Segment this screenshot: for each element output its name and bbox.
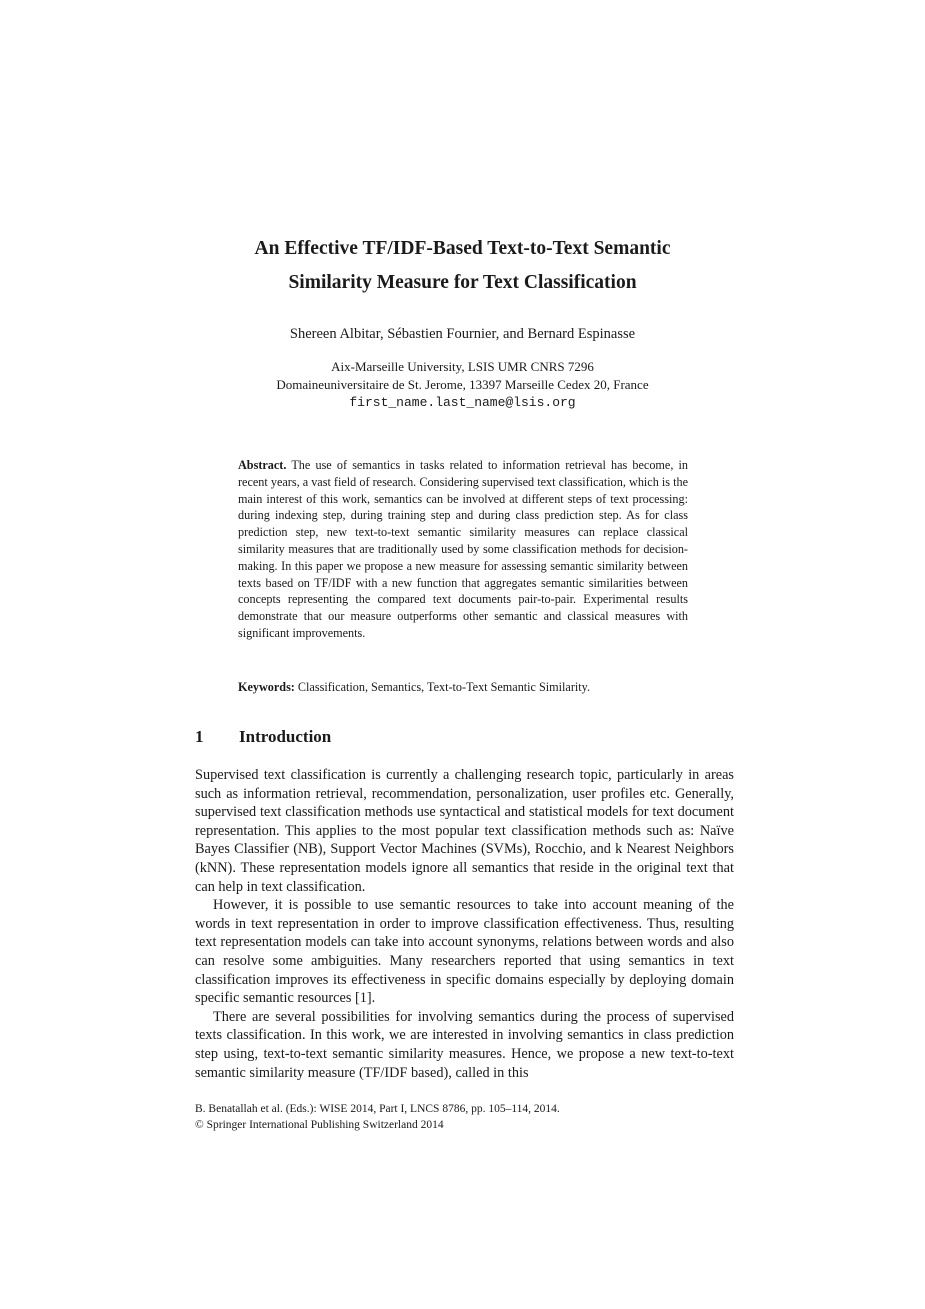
author-email: first_name.last_name@lsis.org (349, 395, 576, 410)
keywords (238, 679, 688, 696)
paragraph: However, it is possible to use semantic resources to take into account meaning of the words in text representation in order to improve classification effectiveness. Thus, resulting text representation models can take into account synonyms, relations between words and also can resolve some ambiguities. Many researchers reported that using semantics in text classification improves its effectiveness in specific domains especially by deploying domain specific semantic resources [1]. (195, 897, 734, 1007)
section-number: 1 (195, 727, 204, 746)
section-heading (195, 725, 331, 749)
affiliation (0, 358, 925, 412)
publication-footer (195, 1101, 735, 1133)
paragraph: Supervised text classification is currently a challenging research topic, particularly in areas such as information retrieval, recommendation, personalization, user profiles etc. Generally, supervised text classification methods use syntactical and statistical models for text document representation. This applies to the most popular text classification methods such as: Naïve Bayes Classifier (NB), Support Vector Machines (SVMs), Rocchio, and k Nearest Neighbors (kNN). These representation models ignore all semantics that reside in the original text that can help in text classification. (195, 767, 734, 895)
section-title: Introduction (239, 727, 332, 746)
affiliation-line-2: Domaineuniversitaire de St. Jerome, 13397 Marseille Cedex 20, France (276, 377, 649, 392)
paper-title-line-1: An Effective TF/IDF-Based Text-to-Text Semantic (254, 238, 671, 259)
paper-title-line-2: Similarity Measure for Text Classification (288, 272, 637, 293)
paragraph: There are several possibilities for involving semantics during the process of supervised texts classification. In this work, we are interested in involving semantics in class prediction step using, text-to-text semantic similarity measures. Hence, we propose a new text-to-text semantic similarity measure (TF/IDF based), called in this (195, 1008, 734, 1081)
keywords-text: Classification, Semantics, Text-to-Text Semantic Similarity. (297, 680, 591, 694)
paper-title (0, 232, 925, 300)
abstract-text: The use of semantics in tasks related to information retrieval has become, in recent years, a vast field of research. Considering supervised text classification, which is the main interest of this work, semantics can be involved at different steps of text processing: during indexing step, during training step and during class prediction step. As for class prediction step, new text-to-text semantic similarity measures can replace classical similarity measures that are traditionally used by some classification methods for decision-making. In this paper we propose a new measure for assessing semantic similarity between texts based on TF/IDF with a new function that aggregates semantic similarities between concepts representing the compared text documents pair-to-pair. Experimental results demonstrate that our measure outperforms other semantic and classical measures with significant improvements. (238, 458, 689, 640)
citation-line: B. Benatallah et al. (Eds.): WISE 2014, Part I, LNCS 8786, pp. 105–114, 2014. (195, 1103, 560, 1115)
affiliation-line-1: Aix-Marseille University, LSIS UMR CNRS 7296 (331, 359, 594, 374)
abstract (238, 457, 688, 642)
copyright-line: © Springer International Publishing Switzerland 2014 (195, 1119, 444, 1131)
introduction-body (195, 766, 734, 1082)
abstract-label: Abstract. (238, 458, 287, 472)
authors: Shereen Albitar, Sébastien Fournier, and Bernard Espinasse (289, 326, 636, 342)
keywords-label: Keywords: (238, 680, 295, 694)
